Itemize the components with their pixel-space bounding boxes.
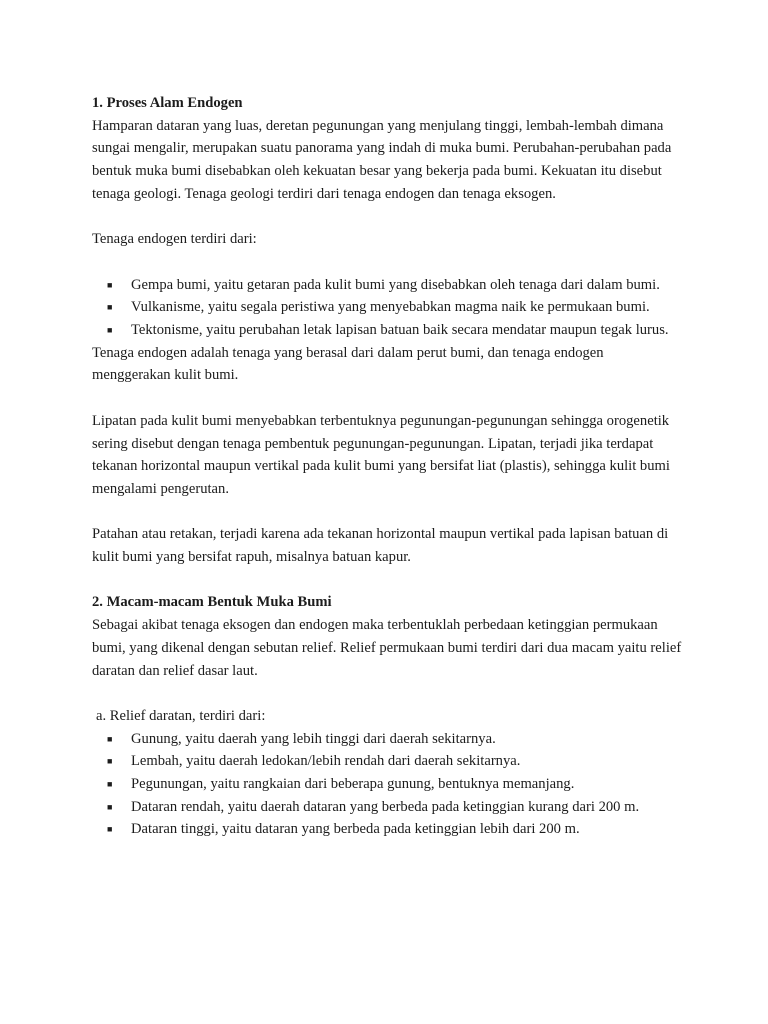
bullet-icon: ■ xyxy=(107,302,113,313)
list-item xyxy=(92,818,682,841)
document-page xyxy=(92,92,682,841)
endogen-list xyxy=(92,274,682,342)
endogen-definition: Tenaga endogen adalah tenaga yang berasal dari dalam perut bumi, dan tenaga endogen menggerakan kulit bumi. xyxy=(92,344,604,384)
bullet-icon: ■ xyxy=(107,779,113,789)
spacer xyxy=(92,682,682,705)
list-item xyxy=(92,796,682,819)
list-item xyxy=(92,296,682,319)
list-item-text: Dataran rendah, yaitu daerah dataran yang berbeda pada ketinggian kurang dari 200 m. xyxy=(131,798,640,815)
spacer xyxy=(92,501,682,524)
list-item-text: Vulkanisme, yaitu segala peristiwa yang menyebabkan magma naik ke permukaan bumi. xyxy=(131,299,650,316)
list-item xyxy=(92,728,682,751)
bullet-icon: ■ xyxy=(107,824,113,835)
list-item-text: Tektonisme, yaitu perubahan letak lapisan batuan baik secara mendatar maupun tegak lurus. xyxy=(131,322,669,338)
list-item-text: Gunung, yaitu daerah yang lebih tinggi dari daerah sekitarnya. xyxy=(131,730,496,747)
relief-list xyxy=(92,728,682,842)
list-item xyxy=(92,319,682,342)
bullet-icon: ■ xyxy=(107,756,113,767)
list-item-text: Lembah, yaitu daerah ledokan/lebih rendah dari daerah sekitarnya. xyxy=(131,753,521,770)
relief-daratan-intro: a. Relief daratan, terdiri dari: xyxy=(96,707,266,724)
section-1-intro: Hamparan dataran yang luas, deretan pegunungan yang menjulang tinggi, lembah-lembah dimana sungai mengalir, merupakan suatu panorama yang indah di muka bumi. Perubahan-perubahan pada bentuk muka bumi disebabkan oleh kekuatan besar yang bekerja pada bumi. Kekuatan itu disebut tenaga geologi. Tenaga geologi terdiri dari tenaga endogen dan tenaga eksogen. xyxy=(92,117,672,202)
list-item-text: Dataran tinggi, yaitu dataran yang berbeda pada ketinggian lebih dari 200 m. xyxy=(131,821,580,838)
list-item xyxy=(92,750,682,773)
list-item-text: Gempa bumi, yaitu getaran pada kulit bumi yang disebabkan oleh tenaga dari dalam bumi. xyxy=(131,276,660,293)
bullet-icon: ■ xyxy=(107,733,113,744)
list-item xyxy=(92,773,682,796)
section-2-heading: 2. Macam-macam Bentuk Muka Bumi xyxy=(92,594,332,611)
lipatan-paragraph: Lipatan pada kulit bumi menyebabkan terbentuknya pegunungan-pegunungan sehingga orogenetik sering disebut dengan tenaga pembentuk pegunungan-pegunungan. Lipatan, terjadi jika terdapat tekanan horizontal maupun vertikal pada kulit bumi yang bersifat liat (plastis), sehingga kulit bumi mengalami pengerutan. xyxy=(92,412,670,497)
list-item-text: Pegunungan, yaitu rangkaian dari beberapa gunung, bentuknya memanjang. xyxy=(131,776,575,792)
endogen-list-intro: Tenaga endogen terdiri dari: xyxy=(92,231,257,248)
spacer xyxy=(92,387,682,410)
spacer xyxy=(92,569,682,592)
spacer xyxy=(92,206,682,229)
section-2-intro: Sebagai akibat tenaga eksogen dan endogen maka terbentuklah perbedaan ketinggian permukaan bumi, yang dikenal dengan sebutan relief. Relief permukaan bumi terdiri dari dua macam yaitu relief daratan dan relief dasar laut. xyxy=(92,617,682,679)
bullet-icon: ■ xyxy=(107,801,113,812)
list-item xyxy=(92,274,682,297)
patahan-paragraph: Patahan atau retakan, terjadi karena ada tekanan horizontal maupun vertikal pada lapisan batuan di kulit bumi yang bersifat rapuh, misalnya batuan kapur. xyxy=(92,526,669,565)
section-1-heading: 1. Proses Alam Endogen xyxy=(92,95,243,111)
spacer xyxy=(92,251,682,274)
bullet-icon: ■ xyxy=(107,279,113,290)
bullet-icon: ■ xyxy=(107,325,113,335)
